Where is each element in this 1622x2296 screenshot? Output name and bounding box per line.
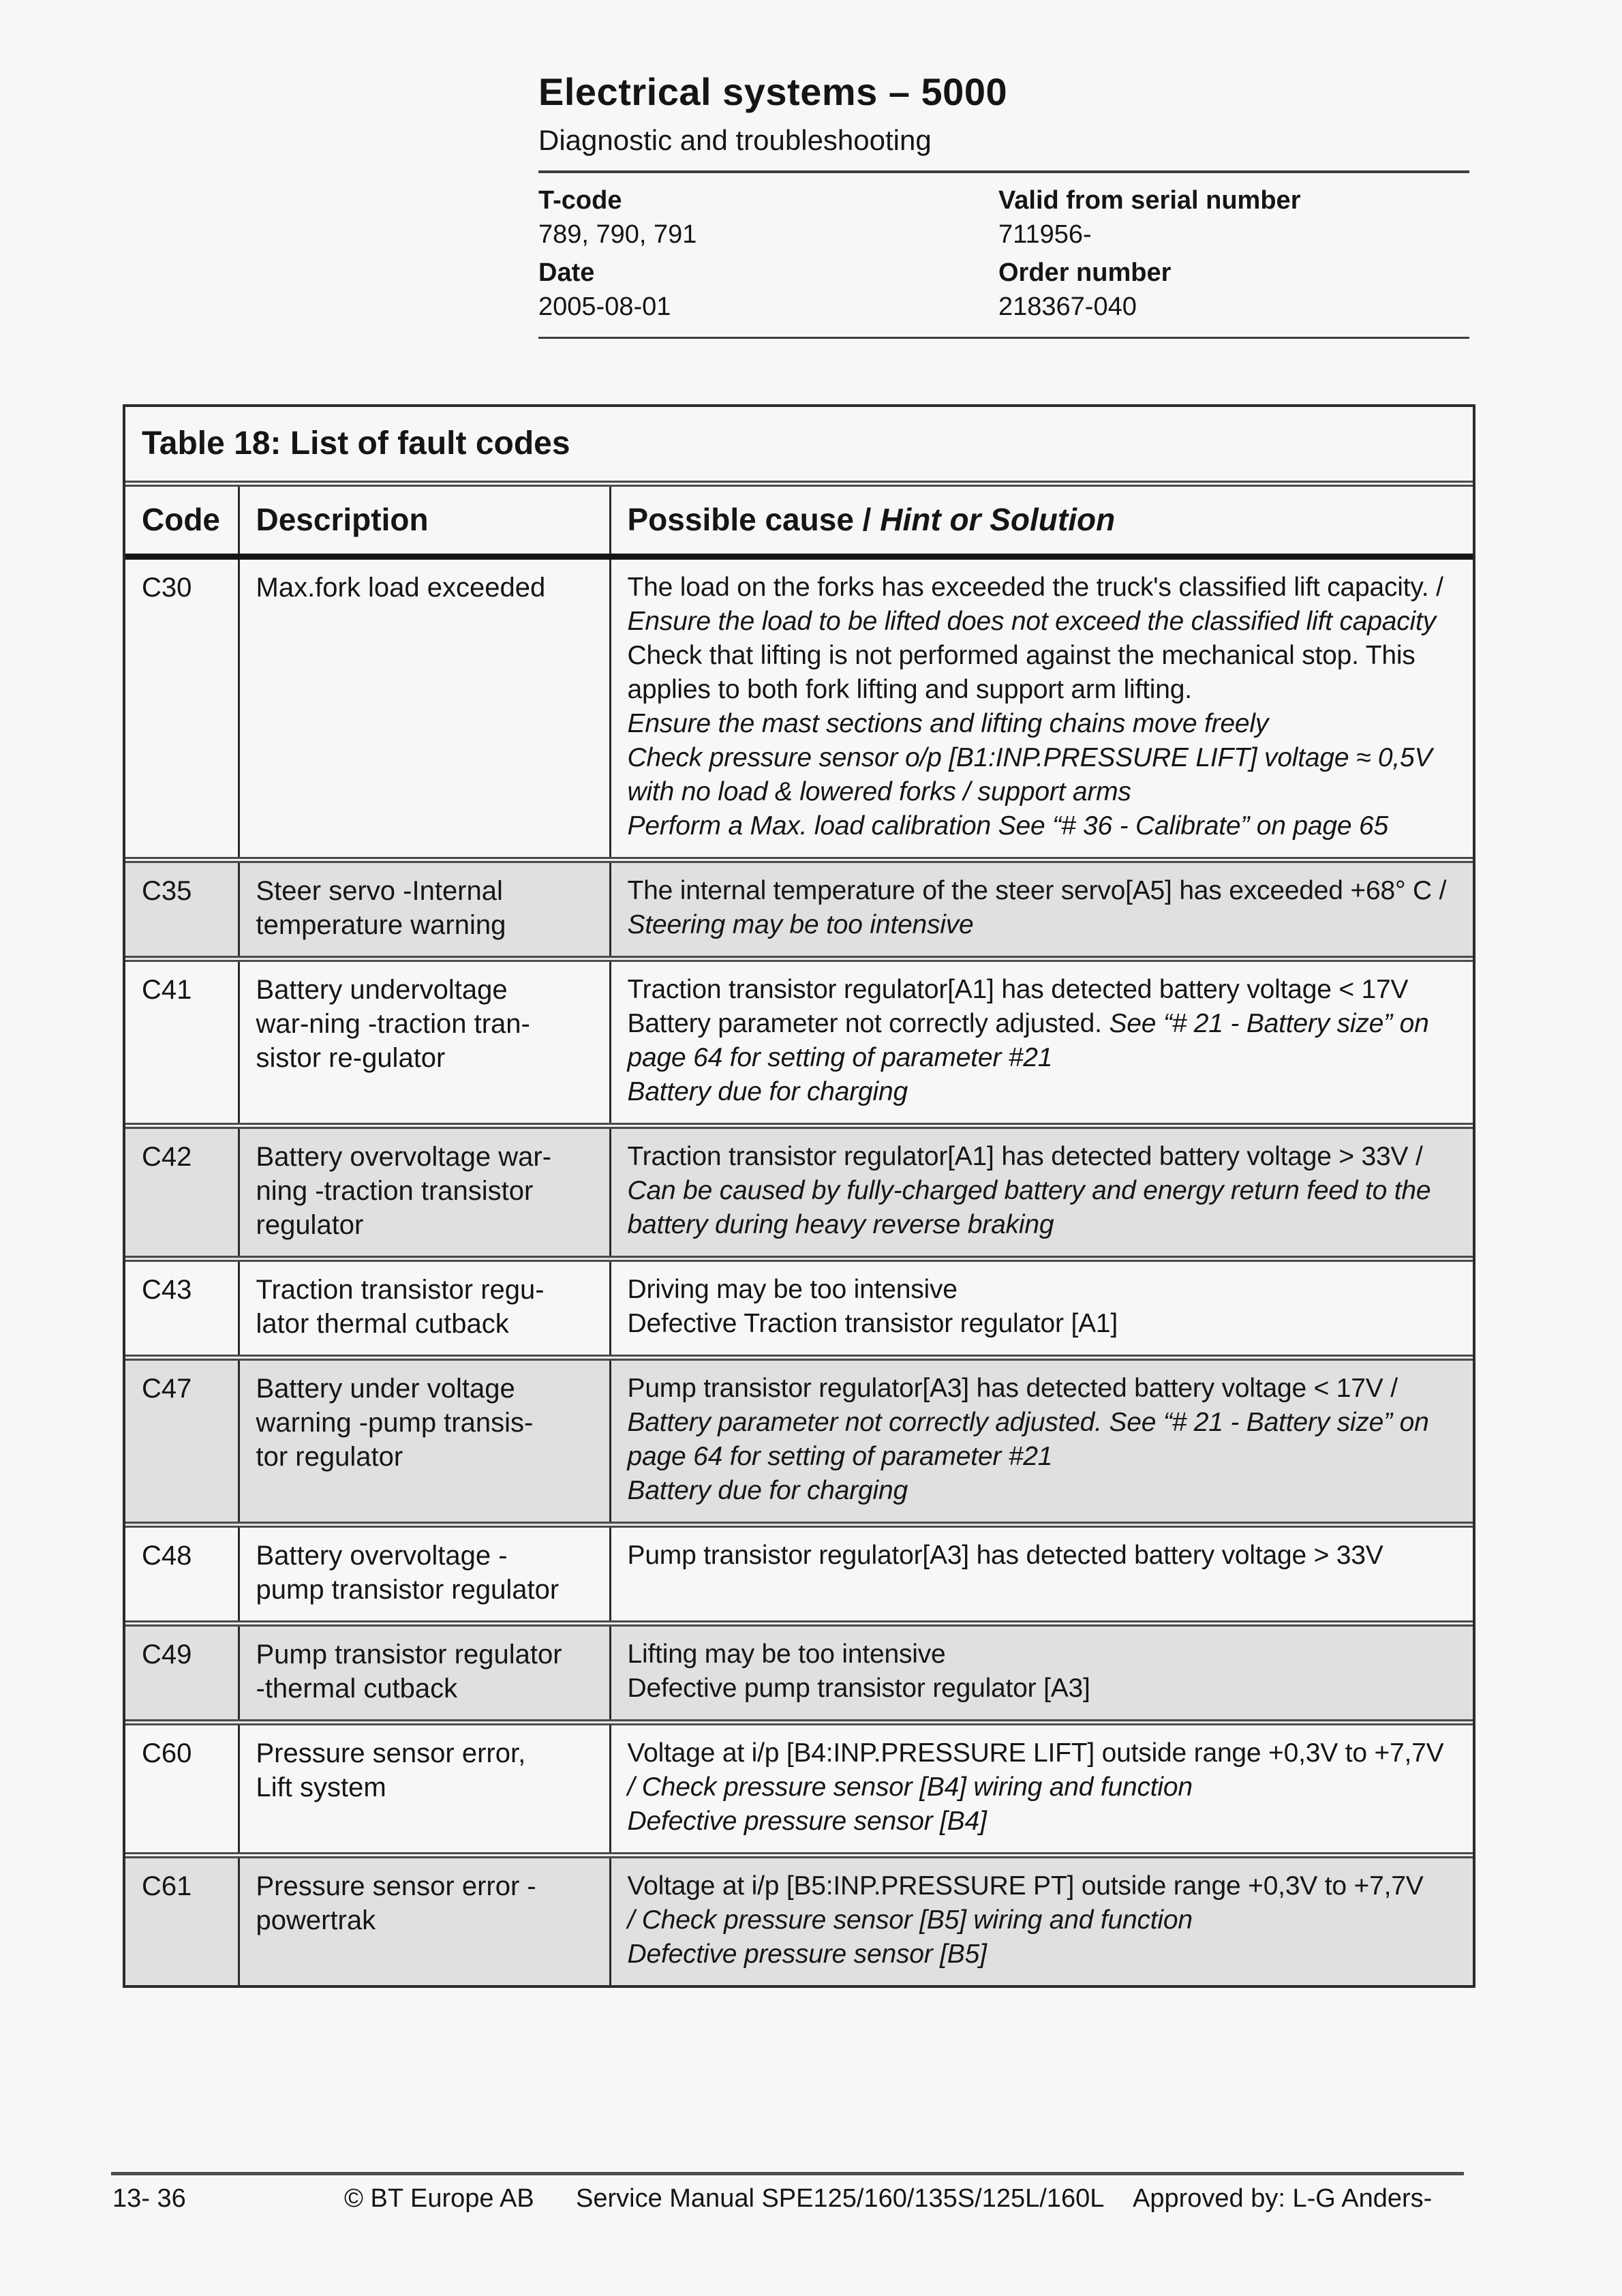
table-row [125, 1358, 1473, 1525]
table-header [125, 487, 1473, 557]
description-line: regulator [256, 1210, 364, 1240]
cause-paragraph [628, 1273, 1460, 1307]
table-row [125, 1624, 1473, 1723]
cause-paragraph [628, 1804, 1460, 1839]
cause-text-italic: Defective pressure sensor [B4] [627, 1807, 987, 1836]
code-cell: C61 [125, 1856, 239, 1986]
cause-paragraph [628, 1406, 1460, 1474]
field-label: T-code [538, 186, 622, 215]
cause-paragraph [628, 1736, 1460, 1770]
field-label: Date [538, 258, 595, 287]
cause-cell [610, 1723, 1473, 1856]
code-cell: C47 [125, 1358, 239, 1525]
cause-text-italic: Can be caused by fully-charged battery and energy return feed to the battery during heavy reverse braking [627, 1176, 1431, 1239]
description-cell [239, 1856, 610, 1986]
cause-text-italic: Battery due for charging [627, 1077, 908, 1106]
description-line: Lift system [256, 1772, 386, 1802]
description-line: powertrak [256, 1905, 376, 1935]
cause-text-italic: Battery due for charging [627, 1476, 908, 1505]
footer-page-number: 13- 36 [112, 2184, 186, 2213]
cause-paragraph [628, 1770, 1460, 1804]
field-date [538, 258, 998, 322]
header-fields [538, 185, 1469, 322]
description-line: Battery overvoltage - [256, 1541, 508, 1571]
cause-cell [610, 1126, 1473, 1259]
cause-text: Traction transistor regulator[A1] has detected battery voltage > 33V / [627, 1142, 1423, 1171]
description-cell [239, 860, 610, 959]
field-value: 218367-040 [998, 292, 1137, 321]
cause-cell [610, 959, 1473, 1126]
description-line: Battery undervoltage [256, 975, 508, 1005]
cause-paragraph [628, 1075, 1460, 1109]
cause-text-italic: Perform a Max. load calibration See “# 36 - Calibrate” on page 65 [627, 811, 1388, 841]
cause-text: Pump transistor regulator[A3] has detected battery voltage > 33V [627, 1541, 1383, 1570]
code-cell: C41 [125, 959, 239, 1126]
cause-paragraph [628, 973, 1460, 1007]
table-row [125, 1525, 1473, 1624]
cause-text: Battery parameter not correctly adjusted. [627, 1009, 1110, 1038]
code-cell: C43 [125, 1259, 239, 1358]
cause-text: Voltage at i/p [B5:INP.PRESSURE PT] outside range +0,3V to +7,7V [627, 1871, 1424, 1901]
table-row [125, 1856, 1473, 1986]
footer-copyright: © BT Europe AB [344, 2184, 534, 2213]
cause-text-italic: / Check pressure sensor [B4] wiring and function [627, 1772, 1193, 1802]
cause-paragraph [628, 1007, 1460, 1075]
description-line: Battery under voltage [256, 1374, 515, 1404]
code-cell: C42 [125, 1126, 239, 1259]
cause-text-italic: Steering may be too intensive [627, 910, 974, 939]
field-value: 711956- [998, 220, 1092, 249]
cause-paragraph [628, 571, 1460, 639]
cause-cell [610, 1624, 1473, 1723]
cause-paragraph [628, 809, 1460, 843]
cause-text: The load on the forks has exceeded the truck's classified lift capacity. / [627, 573, 1443, 602]
column-header-description: Description [239, 487, 610, 557]
description-line: -thermal cutback [256, 1674, 458, 1704]
cause-paragraph [628, 1539, 1460, 1573]
cause-cell [610, 1856, 1473, 1986]
field-label: Valid from serial number [998, 186, 1301, 215]
cause-paragraph [628, 741, 1460, 809]
cause-paragraph [628, 1474, 1460, 1508]
table-row [125, 1723, 1473, 1856]
cause-text-italic: / Check pressure sensor [B5] wiring and function [627, 1905, 1193, 1935]
footer-approved-by: Approved by: L-G Anders- [1133, 2184, 1433, 2213]
description-line: ning -traction transistor [256, 1176, 534, 1206]
cause-cell [610, 1358, 1473, 1525]
field-value: 2005-08-01 [538, 292, 671, 321]
header-rule-top [538, 170, 1469, 173]
description-cell [239, 1723, 610, 1856]
page-subtitle: Diagnostic and troubleshooting [538, 124, 932, 156]
footer-manual-title: Service Manual SPE125/160/135S/125L/160L [576, 2184, 1105, 2213]
cause-paragraph [628, 1672, 1460, 1706]
code-cell: C60 [125, 1723, 239, 1856]
cause-paragraph [628, 874, 1460, 942]
code-cell: C49 [125, 1624, 239, 1723]
header-rule-bottom [538, 337, 1469, 339]
description-cell [239, 1126, 610, 1259]
description-line: Pressure sensor error, [256, 1738, 526, 1768]
table-header-row [125, 487, 1473, 557]
cause-cell [610, 1525, 1473, 1624]
description-line: sistor re-gulator [256, 1043, 446, 1073]
cause-text-italic: Ensure the mast sections and lifting chains move freely [627, 709, 1269, 738]
description-line: temperature warning [256, 910, 506, 940]
description-line: Pump transistor regulator [256, 1640, 562, 1670]
description-cell [239, 1358, 610, 1525]
description-line: Traction transistor regu- [256, 1275, 545, 1305]
cause-paragraph [628, 1903, 1460, 1937]
description-line: Steer servo -Internal [256, 876, 503, 906]
cause-text: Voltage at i/p [B4:INP.PRESSURE LIFT] outside range +0,3V to +7,7V [627, 1738, 1444, 1768]
fault-table [125, 487, 1473, 1985]
description-line: tor regulator [256, 1442, 403, 1472]
cause-paragraph [628, 1637, 1460, 1672]
column-header-cause-italic: Hint or Solution [880, 502, 1116, 537]
field-label: Order number [998, 258, 1172, 287]
cause-text-italic: Ensure the load to be lifted does not exceed the classified lift capacity [627, 607, 1436, 636]
code-cell: C30 [142, 573, 192, 603]
cause-text: The internal temperature of the steer servo[A5] has exceeded +68° C / [627, 876, 1447, 905]
description-cell [239, 1259, 610, 1358]
cause-paragraph [628, 1372, 1460, 1406]
description-line: lator thermal cutback [256, 1309, 509, 1339]
table-title: Table 18: List of fault codes [125, 407, 1473, 487]
page-header [538, 71, 1469, 339]
description-cell [239, 1525, 610, 1624]
table-row [125, 959, 1473, 1126]
table-row [125, 1259, 1473, 1358]
cause-cell [610, 1259, 1473, 1358]
cause-text: Defective Traction transistor regulator [A1] [627, 1309, 1118, 1338]
description-cell [239, 557, 610, 860]
cause-text: Defective pump transistor regulator [A3] [627, 1674, 1090, 1703]
cause-text: Pump transistor regulator[A3] has detected battery voltage < 17V / [627, 1374, 1398, 1403]
cause-text-italic: See “# 21 - Battery size” on page 64 for setting of parameter #21 [627, 1009, 1429, 1072]
field-t-code [538, 185, 998, 250]
cause-text: Check that lifting is not performed against the mechanical stop. This applies to both fork lifting and support arm lifting. [627, 641, 1416, 704]
cause-text-italic: Check pressure sensor o/p [B1:INP.PRESSURE LIFT] voltage ≈ 0,5V with no load & lowered forks / support arms [627, 743, 1433, 806]
description-line: war-ning -traction tran- [256, 1009, 530, 1039]
description-line: Battery overvoltage war- [256, 1142, 552, 1172]
code-cell: C48 [125, 1525, 239, 1624]
page-footer [0, 2183, 1622, 2224]
fault-code-table [123, 404, 1475, 1988]
fault-table-body [125, 557, 1473, 1986]
column-header-cause-normal: Possible cause / [627, 502, 881, 537]
field-valid-from-serial [998, 185, 1469, 250]
code-cell: C35 [125, 860, 239, 959]
column-header-possible-cause [610, 487, 1473, 557]
cause-paragraph [628, 1869, 1460, 1903]
description-line: warning -pump transis- [256, 1408, 534, 1438]
field-order-number [998, 258, 1469, 322]
cause-paragraph [628, 1174, 1460, 1242]
description-cell [239, 959, 610, 1126]
description-line: pump transistor regulator [256, 1575, 560, 1605]
cause-paragraph [628, 1307, 1460, 1341]
cause-cell [610, 860, 1473, 959]
cause-text: Traction transistor regulator[A1] has detected battery voltage < 17V [627, 975, 1409, 1004]
description-line: Pressure sensor error - [256, 1871, 536, 1901]
footer-rule [111, 2172, 1464, 2175]
table-row [125, 860, 1473, 959]
table-row [125, 557, 1473, 860]
description-line: Max.fork load exceeded [256, 573, 546, 603]
cause-paragraph [628, 1140, 1460, 1174]
field-value: 789, 790, 791 [538, 220, 697, 249]
cause-text-italic: Battery parameter not correctly adjusted. See “# 21 - Battery size” on page 64 for setting of parameter #21 [627, 1408, 1429, 1471]
cause-paragraph [628, 639, 1460, 707]
column-header-code: Code [125, 487, 239, 557]
cause-cell [610, 557, 1473, 860]
cause-paragraph [628, 1937, 1460, 1972]
description-cell [239, 1624, 610, 1723]
cause-paragraph [628, 707, 1460, 741]
cause-text: Driving may be too intensive [627, 1275, 958, 1304]
cause-text: Lifting may be too intensive [627, 1640, 946, 1669]
table-row [125, 1126, 1473, 1259]
page-title: Electrical systems – 5000 [538, 70, 1008, 113]
cause-text-italic: Defective pressure sensor [B5] [627, 1939, 987, 1969]
